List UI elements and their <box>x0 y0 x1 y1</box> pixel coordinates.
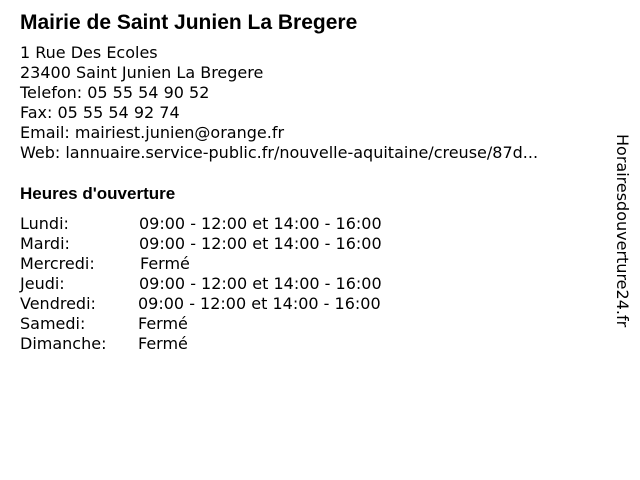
hours-heading: Heures d'ouverture <box>20 184 176 203</box>
day-hours: 09:00 - 12:00 et 14:00 - 16:00 <box>138 294 381 313</box>
phone-number: Telefon: 05 55 54 90 52 <box>20 83 210 102</box>
day-hours: 09:00 - 12:00 et 14:00 - 16:00 <box>139 274 382 293</box>
day-hours: 09:00 - 12:00 et 14:00 - 16:00 <box>139 214 382 233</box>
contact-info <box>20 43 538 163</box>
day-hours: Fermé <box>138 314 188 333</box>
page-title: Mairie de Saint Junien La Bregere <box>20 11 358 34</box>
day-hours: Fermé <box>138 334 188 353</box>
day-hours: 09:00 - 12:00 et 14:00 - 16:00 <box>139 234 382 253</box>
day-hours: Fermé <box>140 254 190 273</box>
website-link[interactable]: Web: lannuaire.service-public.fr/nouvelle-aquitaine/creuse/87d... <box>20 143 539 162</box>
day-label: Mercredi: <box>20 254 95 273</box>
address-street: 1 Rue Des Ecoles <box>20 43 158 62</box>
site-watermark: Horairesdouverture24.fr <box>613 134 632 328</box>
email-address: Email: mairiest.junien@orange.fr <box>20 123 285 142</box>
day-label: Samedi: <box>20 314 86 333</box>
day-label: Dimanche: <box>20 334 107 353</box>
day-label: Lundi: <box>20 214 69 233</box>
day-label: Vendredi: <box>20 294 96 313</box>
fax-number: Fax: 05 55 54 92 74 <box>20 103 180 122</box>
day-label: Jeudi: <box>20 274 65 293</box>
day-label: Mardi: <box>20 234 70 253</box>
address-city: 23400 Saint Junien La Bregere <box>20 63 264 82</box>
